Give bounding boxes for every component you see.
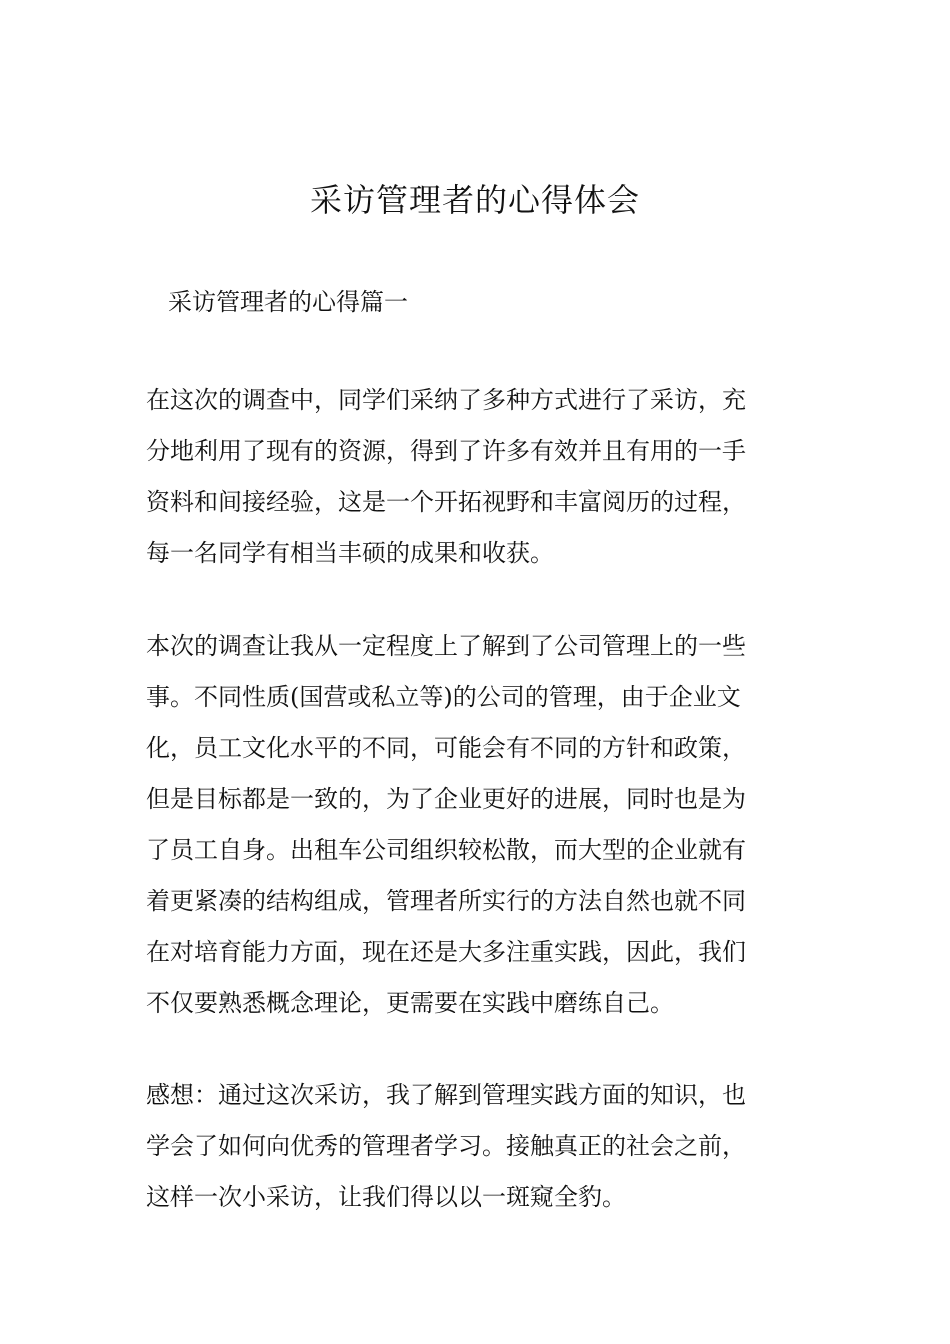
paragraph-2	[146, 621, 806, 1029]
section-heading: 采访管理者的心得篇一	[168, 288, 408, 316]
paragraph-line: 着更紧凑的结构组成，管理者所实行的方法自然也就不同	[146, 887, 746, 915]
paragraph-line: 但是目标都是一致的，为了企业更好的进展，同时也是为	[146, 785, 746, 813]
paragraph-line: 本次的调查让我从一定程度上了解到了公司管理上的一些	[146, 632, 746, 660]
paragraph-line: 事。不同性质(国营或私立等)的公司的管理，由于企业文	[146, 683, 741, 711]
paragraph-line: 分地利用了现有的资源，得到了许多有效并且有用的一手	[146, 437, 746, 465]
paragraph-line: 每一名同学有相当丰硕的成果和收获。	[146, 539, 554, 567]
paragraph-line: 感想：通过这次采访，我了解到管理实践方面的知识，也	[146, 1081, 746, 1109]
paragraph-line: 化，员工文化水平的不同，可能会有不同的方针和政策，	[146, 734, 746, 762]
paragraph-line: 不仅要熟悉概念理论，更需要在实践中磨练自己。	[146, 989, 674, 1017]
document-title: 采访管理者的心得体会	[309, 181, 640, 219]
paragraph-line: 在对培育能力方面，现在还是大多注重实践，因此，我们	[146, 938, 746, 966]
paragraph-line: 这样一次小采访，让我们得以以一斑窥全豹。	[146, 1183, 626, 1211]
paragraph-line: 学会了如何向优秀的管理者学习。接触真正的社会之前，	[146, 1132, 746, 1160]
paragraph-3	[146, 1070, 806, 1223]
paragraph-line: 在这次的调查中，同学们采纳了多种方式进行了采访，充	[146, 386, 746, 414]
paragraph-line: 了员工自身。出租车公司组织较松散，而大型的企业就有	[146, 836, 746, 864]
paragraph-1	[146, 375, 806, 579]
paragraph-line: 资料和间接经验，这是一个开拓视野和丰富阅历的过程，	[146, 488, 746, 516]
